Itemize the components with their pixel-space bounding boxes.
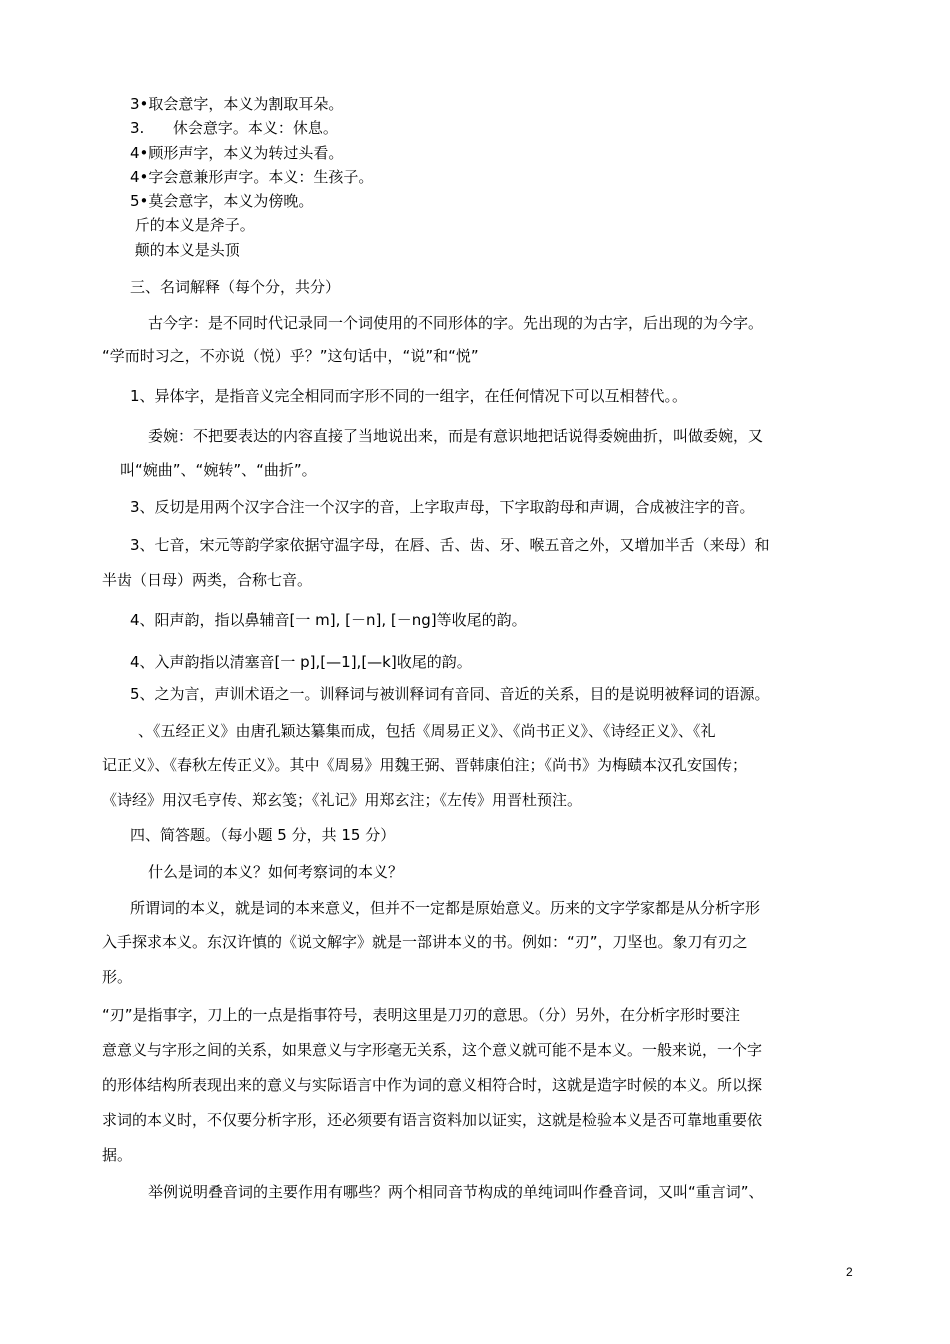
paragraph-line: “刃”是指事字，刀上的一点是指事符号，表明这里是刀刃的意思。（分）另外，在分析字形时要注 bbox=[102, 1006, 741, 1024]
paragraph-line: 叫“婉曲”、“婉转”、“曲折”。 bbox=[120, 461, 317, 479]
list-item: 5•莫会意字，本义为傍晚。 bbox=[130, 192, 314, 210]
paragraph-line: “学而时习之，不亦说（悦）乎？”这句话中，“说”和“悦” bbox=[102, 347, 479, 365]
list-item: 3•取会意字，本义为割取耳朵。 bbox=[130, 95, 344, 113]
page-number: 2 bbox=[846, 1265, 853, 1279]
paragraph-line: 求词的本义时，不仅要分析字形，还必须要有语言资料加以证实，这就是检验本义是否可靠地重要依 bbox=[102, 1111, 763, 1129]
section-heading: 四、简答题。（每小题 5 分，共 15 分） bbox=[130, 826, 396, 844]
paragraph-line: 《诗经》用汉毛亨传、郑玄笺；《礼记》用郑玄注；《左传》用晋杜预注。 bbox=[102, 791, 583, 809]
paragraph-line: 据。 bbox=[102, 1146, 133, 1164]
list-item: 4•字会意兼形声字。本义：生孩子。 bbox=[130, 168, 374, 186]
paragraph-line: 举例说明叠音词的主要作用有哪些？两个相同音节构成的单纯词叫作叠音词，又叫“重言词”、 bbox=[148, 1183, 764, 1201]
paragraph-line: 古今字：是不同时代记录同一个词使用的不同形体的字。先出现的为古字，后出现的为今字。 bbox=[148, 314, 764, 332]
paragraph-line: 、《五经正义》由唐孔颖达纂集而成，包括《周易正义》、《尚书正义》、《诗经正义》、《礼 bbox=[138, 722, 716, 740]
paragraph-line: 形。 bbox=[102, 968, 133, 986]
paragraph-line: 1、异体字，是指音义完全相同而字形不同的一组字，在任何情况下可以互相替代。。 bbox=[130, 387, 688, 405]
list-item: 3. 休会意字。本义：休息。 bbox=[130, 119, 338, 137]
list-item: 颠的本义是头顶 bbox=[130, 241, 240, 259]
paragraph-line: 什么是词的本义？如何考察词的本义？ bbox=[148, 863, 404, 881]
paragraph-line: 所谓词的本义，就是词的本来意义，但并不一定都是原始意义。历来的文字学家都是从分析字形 bbox=[130, 899, 761, 917]
paragraph-line: 意意义与字形之间的关系，如果意义与字形毫无关系，这个意义就可能不是本义。一般来说，一个字 bbox=[102, 1041, 763, 1059]
paragraph-line: 3、七音，宋元等韵学家依据守温字母，在唇、舌、齿、牙、喉五音之外，又增加半舌（来母）和 bbox=[130, 536, 770, 554]
paragraph-line: 记正义》、《春秋左传正义》。其中《周易》用魏王弼、晋韩康伯注；《尚书》为梅赜本汉孔安国传； bbox=[102, 756, 748, 774]
paragraph-line: 入手探求本义。东汉许慎的《说文解字》就是一部讲本义的书。例如：“刃”，刀坚也。象刀有刃之 bbox=[102, 933, 748, 951]
list-item: 斤的本义是斧子。 bbox=[130, 216, 255, 234]
list-item: 4•顾形声字，本义为转过头看。 bbox=[130, 144, 344, 162]
paragraph-line: 的形体结构所表现出来的意义与实际语言中作为词的意义相符合时，这就是造字时候的本义。所以探 bbox=[102, 1076, 763, 1094]
paragraph-line: 4、阳声韵，指以鼻辅音[一 m], [－n], [－ng]等收尾的韵。 bbox=[130, 611, 527, 629]
section-heading: 三、名词解释（每个分，共分） bbox=[130, 278, 341, 296]
paragraph-line: 3、反切是用两个汉字合注一个汉字的音，上字取声母，下字取韵母和声调，合成被注字的音。 bbox=[130, 498, 755, 516]
paragraph-line: 5、之为言，声训术语之一。训释词与被训释词有音同、音近的关系，目的是说明被释词的语源。 bbox=[130, 685, 770, 703]
paragraph-line: 4、入声韵指以清塞音[一 p],[—1],[—k]收尾的韵。 bbox=[130, 653, 472, 671]
paragraph-line: 委婉：不把要表达的内容直接了当地说出来，而是有意识地把话说得委婉曲折，叫做委婉，又 bbox=[148, 427, 764, 445]
paragraph-line: 半齿（日母）两类，合称七音。 bbox=[102, 571, 313, 589]
